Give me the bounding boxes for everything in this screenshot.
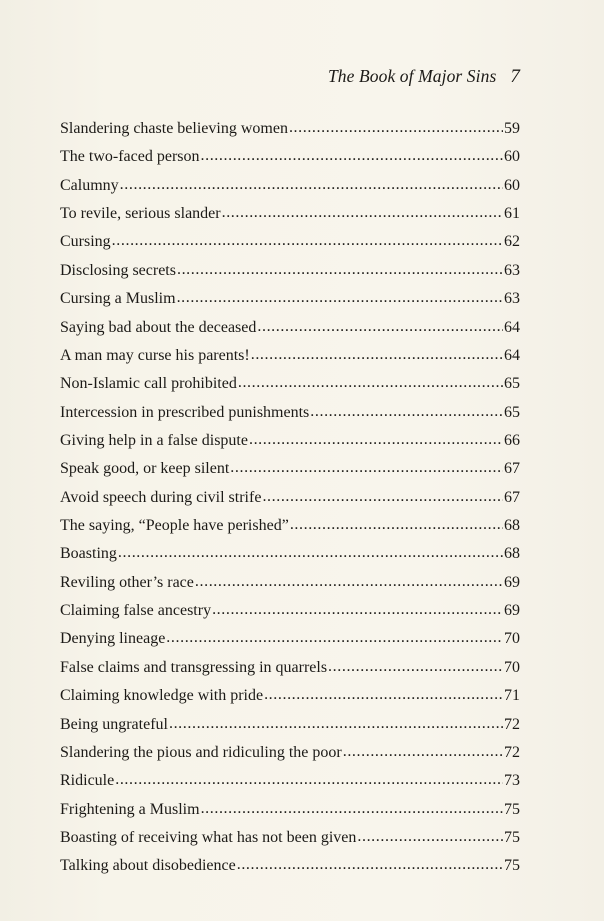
toc-entry-title: Saying bad about the deceased	[60, 318, 257, 336]
toc-entry-title: Slandering the pious and ridiculing the poor	[60, 743, 342, 761]
toc-entry-title: Denying lineage	[60, 630, 166, 648]
toc-entry	[60, 852, 520, 880]
toc-entry-page: 68	[504, 545, 520, 563]
toc-entry-page: 65	[504, 403, 520, 421]
toc-dot-leader	[328, 653, 503, 681]
toc-dot-leader	[169, 710, 503, 738]
toc-entry-title: Avoid speech during civil strife	[60, 488, 262, 506]
toc-entry-title: Non-Islamic call prohibited	[60, 375, 237, 393]
running-head	[300, 66, 520, 88]
toc-dot-leader	[238, 369, 503, 397]
toc-entry-page: 62	[504, 233, 520, 251]
toc-entry	[60, 512, 520, 540]
toc-dot-leader	[237, 851, 503, 879]
toc-entry-page: 70	[504, 658, 520, 676]
toc-entry-title: Calumny	[60, 176, 119, 194]
toc-entry-page: 73	[504, 772, 520, 790]
toc-entry-title: Claiming false ancestry	[60, 602, 212, 620]
toc-entry-page: 67	[504, 488, 520, 506]
toc-entry	[60, 767, 520, 795]
toc-entry-page: 66	[504, 431, 520, 449]
toc-entry-page: 60	[504, 148, 520, 166]
toc-dot-leader	[212, 596, 503, 624]
toc-entry-title: Intercession in prescribed punishments	[60, 403, 310, 421]
toc-dot-leader	[310, 398, 503, 426]
toc-entry-title: Speak good, or keep silent	[60, 460, 230, 478]
toc-entry-title: Cursing	[60, 233, 111, 251]
toc-entry-page: 63	[504, 290, 520, 308]
toc-entry-page: 64	[504, 346, 520, 364]
toc-entry-title: A man may curse his parents!	[60, 346, 250, 364]
toc-entry-title: Ridicule	[60, 772, 115, 790]
toc-entry-page: 69	[504, 573, 520, 591]
toc-dot-leader	[343, 738, 503, 766]
toc-entry	[60, 569, 520, 597]
toc-entry-page: 72	[504, 743, 520, 761]
toc-entry-title: The saying, “People have perished”	[60, 517, 289, 535]
toc-dot-leader	[257, 313, 503, 341]
toc-entry	[60, 200, 520, 228]
toc-entry	[60, 370, 520, 398]
toc-entry	[60, 172, 520, 200]
toc-dot-leader	[115, 766, 503, 794]
toc-entry	[60, 654, 520, 682]
toc-entry-page: 68	[504, 517, 520, 535]
toc-entry-title: Slandering chaste believing women	[60, 120, 288, 137]
toc-entry-title: Boasting of receiving what has not been given	[60, 828, 357, 846]
toc-dot-leader	[249, 426, 503, 454]
toc-entry-title: Claiming knowledge with pride	[60, 687, 264, 705]
toc-dot-leader	[118, 539, 503, 567]
toc-dot-leader	[195, 568, 503, 596]
toc-entry-title: To revile, serious slander	[60, 205, 221, 223]
table-of-contents	[60, 115, 520, 881]
toc-entry	[60, 143, 520, 171]
toc-entry-page: 71	[504, 687, 520, 705]
toc-entry	[60, 824, 520, 852]
toc-dot-leader	[289, 114, 503, 142]
toc-entry	[60, 796, 520, 824]
toc-dot-leader	[230, 454, 503, 482]
toc-entry-title: Frightening a Muslim	[60, 800, 200, 818]
toc-entry-page: 65	[504, 375, 520, 393]
toc-entry	[60, 711, 520, 739]
toc-entry-page: 67	[504, 460, 520, 478]
toc-entry	[60, 228, 520, 256]
toc-entry	[60, 257, 520, 285]
toc-dot-leader	[177, 284, 503, 312]
toc-entry-page: 64	[504, 318, 520, 336]
book-title: The Book of Major Sins	[327, 66, 497, 86]
toc-entry-page: 72	[504, 715, 520, 733]
toc-entry-title: Giving help in a false dispute	[60, 431, 248, 449]
toc-entry-page: 69	[504, 602, 520, 620]
toc-entry	[60, 739, 520, 767]
toc-entry	[60, 115, 520, 143]
toc-entry	[60, 314, 520, 342]
toc-entry-title: Talking about disobedience	[60, 857, 236, 875]
toc-entry	[60, 399, 520, 427]
toc-dot-leader	[166, 624, 503, 652]
toc-dot-leader	[290, 511, 503, 539]
toc-entry	[60, 427, 520, 455]
toc-entry-title: The two-faced person	[60, 148, 200, 166]
toc-entry-title: Reviling other’s race	[60, 573, 194, 591]
toc-dot-leader	[357, 823, 503, 851]
toc-entry-title: Disclosing secrets	[60, 261, 176, 279]
toc-dot-leader	[264, 681, 503, 709]
toc-entry-page: 61	[504, 205, 520, 223]
toc-entry	[60, 597, 520, 625]
toc-dot-leader	[251, 341, 503, 369]
toc-entry-page: 59	[504, 120, 520, 137]
toc-entry	[60, 682, 520, 710]
toc-dot-leader	[201, 142, 504, 170]
toc-entry	[60, 540, 520, 568]
toc-entry	[60, 455, 520, 483]
toc-dot-leader	[112, 227, 503, 255]
toc-entry-title: Being ungrateful	[60, 715, 168, 733]
toc-entry	[60, 285, 520, 313]
toc-entry-title: Cursing a Muslim	[60, 290, 176, 308]
toc-dot-leader	[201, 795, 503, 823]
toc-entry-title: False claims and transgressing in quarrels	[60, 658, 328, 676]
page-number: 7	[510, 66, 520, 87]
toc-entry	[60, 342, 520, 370]
toc-entry-page: 63	[504, 261, 520, 279]
toc-entry	[60, 625, 520, 653]
toc-dot-leader	[222, 199, 503, 227]
toc-dot-leader	[177, 256, 503, 284]
toc-dot-leader	[120, 171, 503, 199]
toc-entry-page: 60	[504, 176, 520, 194]
toc-entry-page: 70	[504, 630, 520, 648]
toc-entry-page: 75	[504, 800, 520, 818]
toc-entry-page: 75	[504, 828, 520, 846]
toc-entry-page: 75	[504, 857, 520, 875]
toc-entry	[60, 484, 520, 512]
toc-dot-leader	[262, 483, 503, 511]
toc-entry-title: Boasting	[60, 545, 117, 563]
